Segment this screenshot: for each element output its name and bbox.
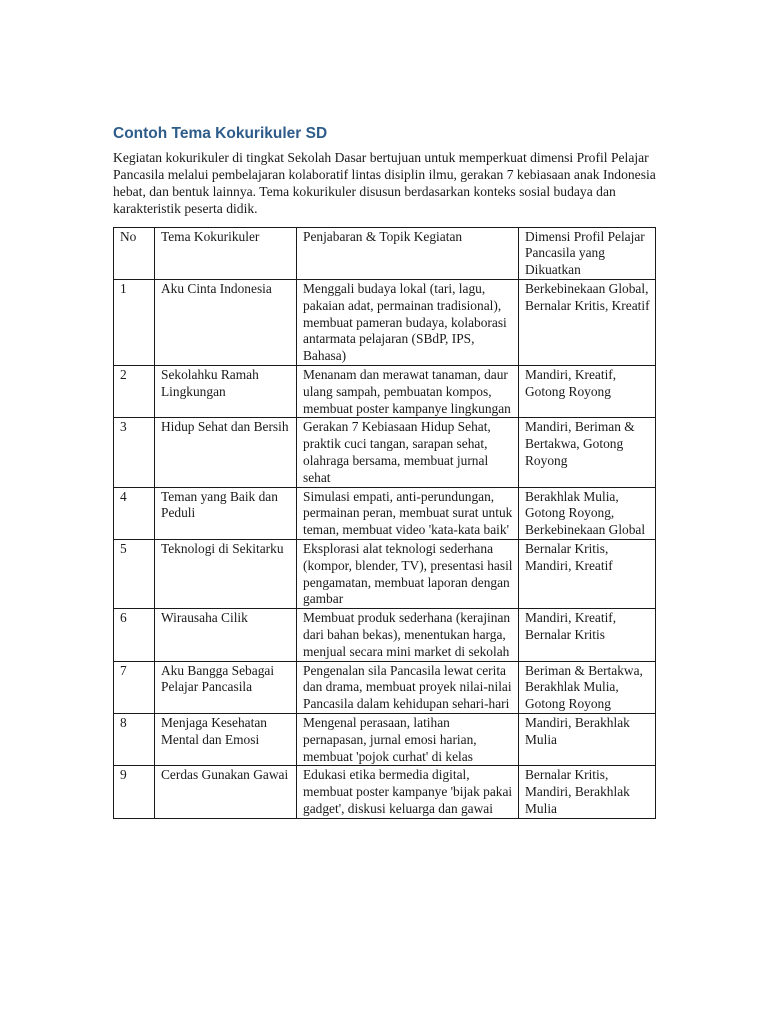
- cell-tema: Teknologi di Sekitarku: [155, 539, 297, 608]
- cell-penjabaran: Gerakan 7 Kebiasaan Hidup Sehat, praktik cuci tangan, sarapan sehat, olahraga bersama, membuat jurnal sehat: [297, 418, 519, 487]
- cell-no: 8: [114, 713, 155, 765]
- cell-dimensi: Mandiri, Berakhlak Mulia: [519, 713, 656, 765]
- cell-penjabaran: Menggali budaya lokal (tari, lagu, pakaian adat, permainan tradisional), membuat pameran budaya, kolaborasi antarmata pelajaran (SBdP, IPS, Bahasa): [297, 280, 519, 366]
- table-row: [114, 539, 656, 608]
- table-header-row: [114, 227, 656, 279]
- cell-no: 3: [114, 418, 155, 487]
- table-row: [114, 366, 656, 418]
- cell-penjabaran: Menanam dan merawat tanaman, daur ulang sampah, pembuatan kompos, membuat poster kampanye lingkungan: [297, 366, 519, 418]
- cell-tema: Sekolahku Ramah Lingkungan: [155, 366, 297, 418]
- document-title: Contoh Tema Kokurikuler SD: [113, 125, 328, 142]
- cell-no: 2: [114, 366, 155, 418]
- cell-dimensi: Bernalar Kritis, Mandiri, Kreatif: [519, 539, 656, 608]
- header-dimensi: Dimensi Profil Pelajar Pancasila yang Dikuatkan: [519, 227, 656, 279]
- table-row: [114, 487, 656, 539]
- cell-dimensi: Mandiri, Kreatif, Gotong Royong: [519, 366, 656, 418]
- kokurikuler-table: [113, 227, 656, 819]
- cell-dimensi: Beriman & Bertakwa, Berakhlak Mulia, Gotong Royong: [519, 661, 656, 713]
- cell-tema: Menjaga Kesehatan Mental dan Emosi: [155, 713, 297, 765]
- cell-penjabaran: Mengenal perasaan, latihan pernapasan, jurnal emosi harian, membuat 'pojok curhat' di kelas: [297, 713, 519, 765]
- cell-penjabaran: Membuat produk sederhana (kerajinan dari bahan bekas), menentukan harga, menjual secara mini market di sekolah: [297, 609, 519, 661]
- table-row: [114, 418, 656, 487]
- cell-tema: Aku Bangga Sebagai Pelajar Pancasila: [155, 661, 297, 713]
- header-penjabaran: Penjabaran & Topik Kegiatan: [297, 227, 519, 279]
- header-tema: Tema Kokurikuler: [155, 227, 297, 279]
- header-no: No: [114, 227, 155, 279]
- cell-tema: Wirausaha Cilik: [155, 609, 297, 661]
- cell-tema: Teman yang Baik dan Peduli: [155, 487, 297, 539]
- cell-dimensi: Bernalar Kritis, Mandiri, Berakhlak Mulia: [519, 766, 656, 818]
- cell-dimensi: Mandiri, Beriman & Bertakwa, Gotong Royong: [519, 418, 656, 487]
- cell-no: 1: [114, 280, 155, 366]
- cell-no: 9: [114, 766, 155, 818]
- cell-no: 4: [114, 487, 155, 539]
- cell-dimensi: Berakhlak Mulia, Gotong Royong, Berkebinekaan Global: [519, 487, 656, 539]
- cell-penjabaran: Simulasi empati, anti-perundungan, permainan peran, membuat surat untuk teman, membuat video 'kata-kata baik': [297, 487, 519, 539]
- table-row: [114, 280, 656, 366]
- cell-penjabaran: Pengenalan sila Pancasila lewat cerita dan drama, membuat proyek nilai-nilai Pancasila dalam kehidupan sehari-hari: [297, 661, 519, 713]
- table-row: [114, 609, 656, 661]
- cell-no: 7: [114, 661, 155, 713]
- cell-tema: Hidup Sehat dan Bersih: [155, 418, 297, 487]
- cell-no: 6: [114, 609, 155, 661]
- document-page: [113, 124, 656, 819]
- cell-penjabaran: Edukasi etika bermedia digital, membuat poster kampanye 'bijak pakai gadget', diskusi keluarga dan gawai: [297, 766, 519, 818]
- cell-dimensi: Mandiri, Kreatif, Bernalar Kritis: [519, 609, 656, 661]
- cell-penjabaran: Eksplorasi alat teknologi sederhana (kompor, blender, TV), presentasi hasil pengamatan, membuat laporan dengan gambar: [297, 539, 519, 608]
- cell-tema: Aku Cinta Indonesia: [155, 280, 297, 366]
- cell-no: 5: [114, 539, 155, 608]
- cell-tema: Cerdas Gunakan Gawai: [155, 766, 297, 818]
- intro-paragraph: Kegiatan kokurikuler di tingkat Sekolah Dasar bertujuan untuk memperkuat dimensi Profil Pelajar Pancasila melalui pembelajaran kolaboratif lintas disiplin ilmu, gerakan 7 kebiasaan anak Indonesia hebat, dan bentuk lainnya. Tema kokurikuler disusun berdasarkan konteks sosial budaya dan karakteristik peserta didik.: [113, 150, 656, 216]
- table-row: [114, 661, 656, 713]
- cell-dimensi: Berkebinekaan Global, Bernalar Kritis, Kreatif: [519, 280, 656, 366]
- table-row: [114, 713, 656, 765]
- table-row: [114, 766, 656, 818]
